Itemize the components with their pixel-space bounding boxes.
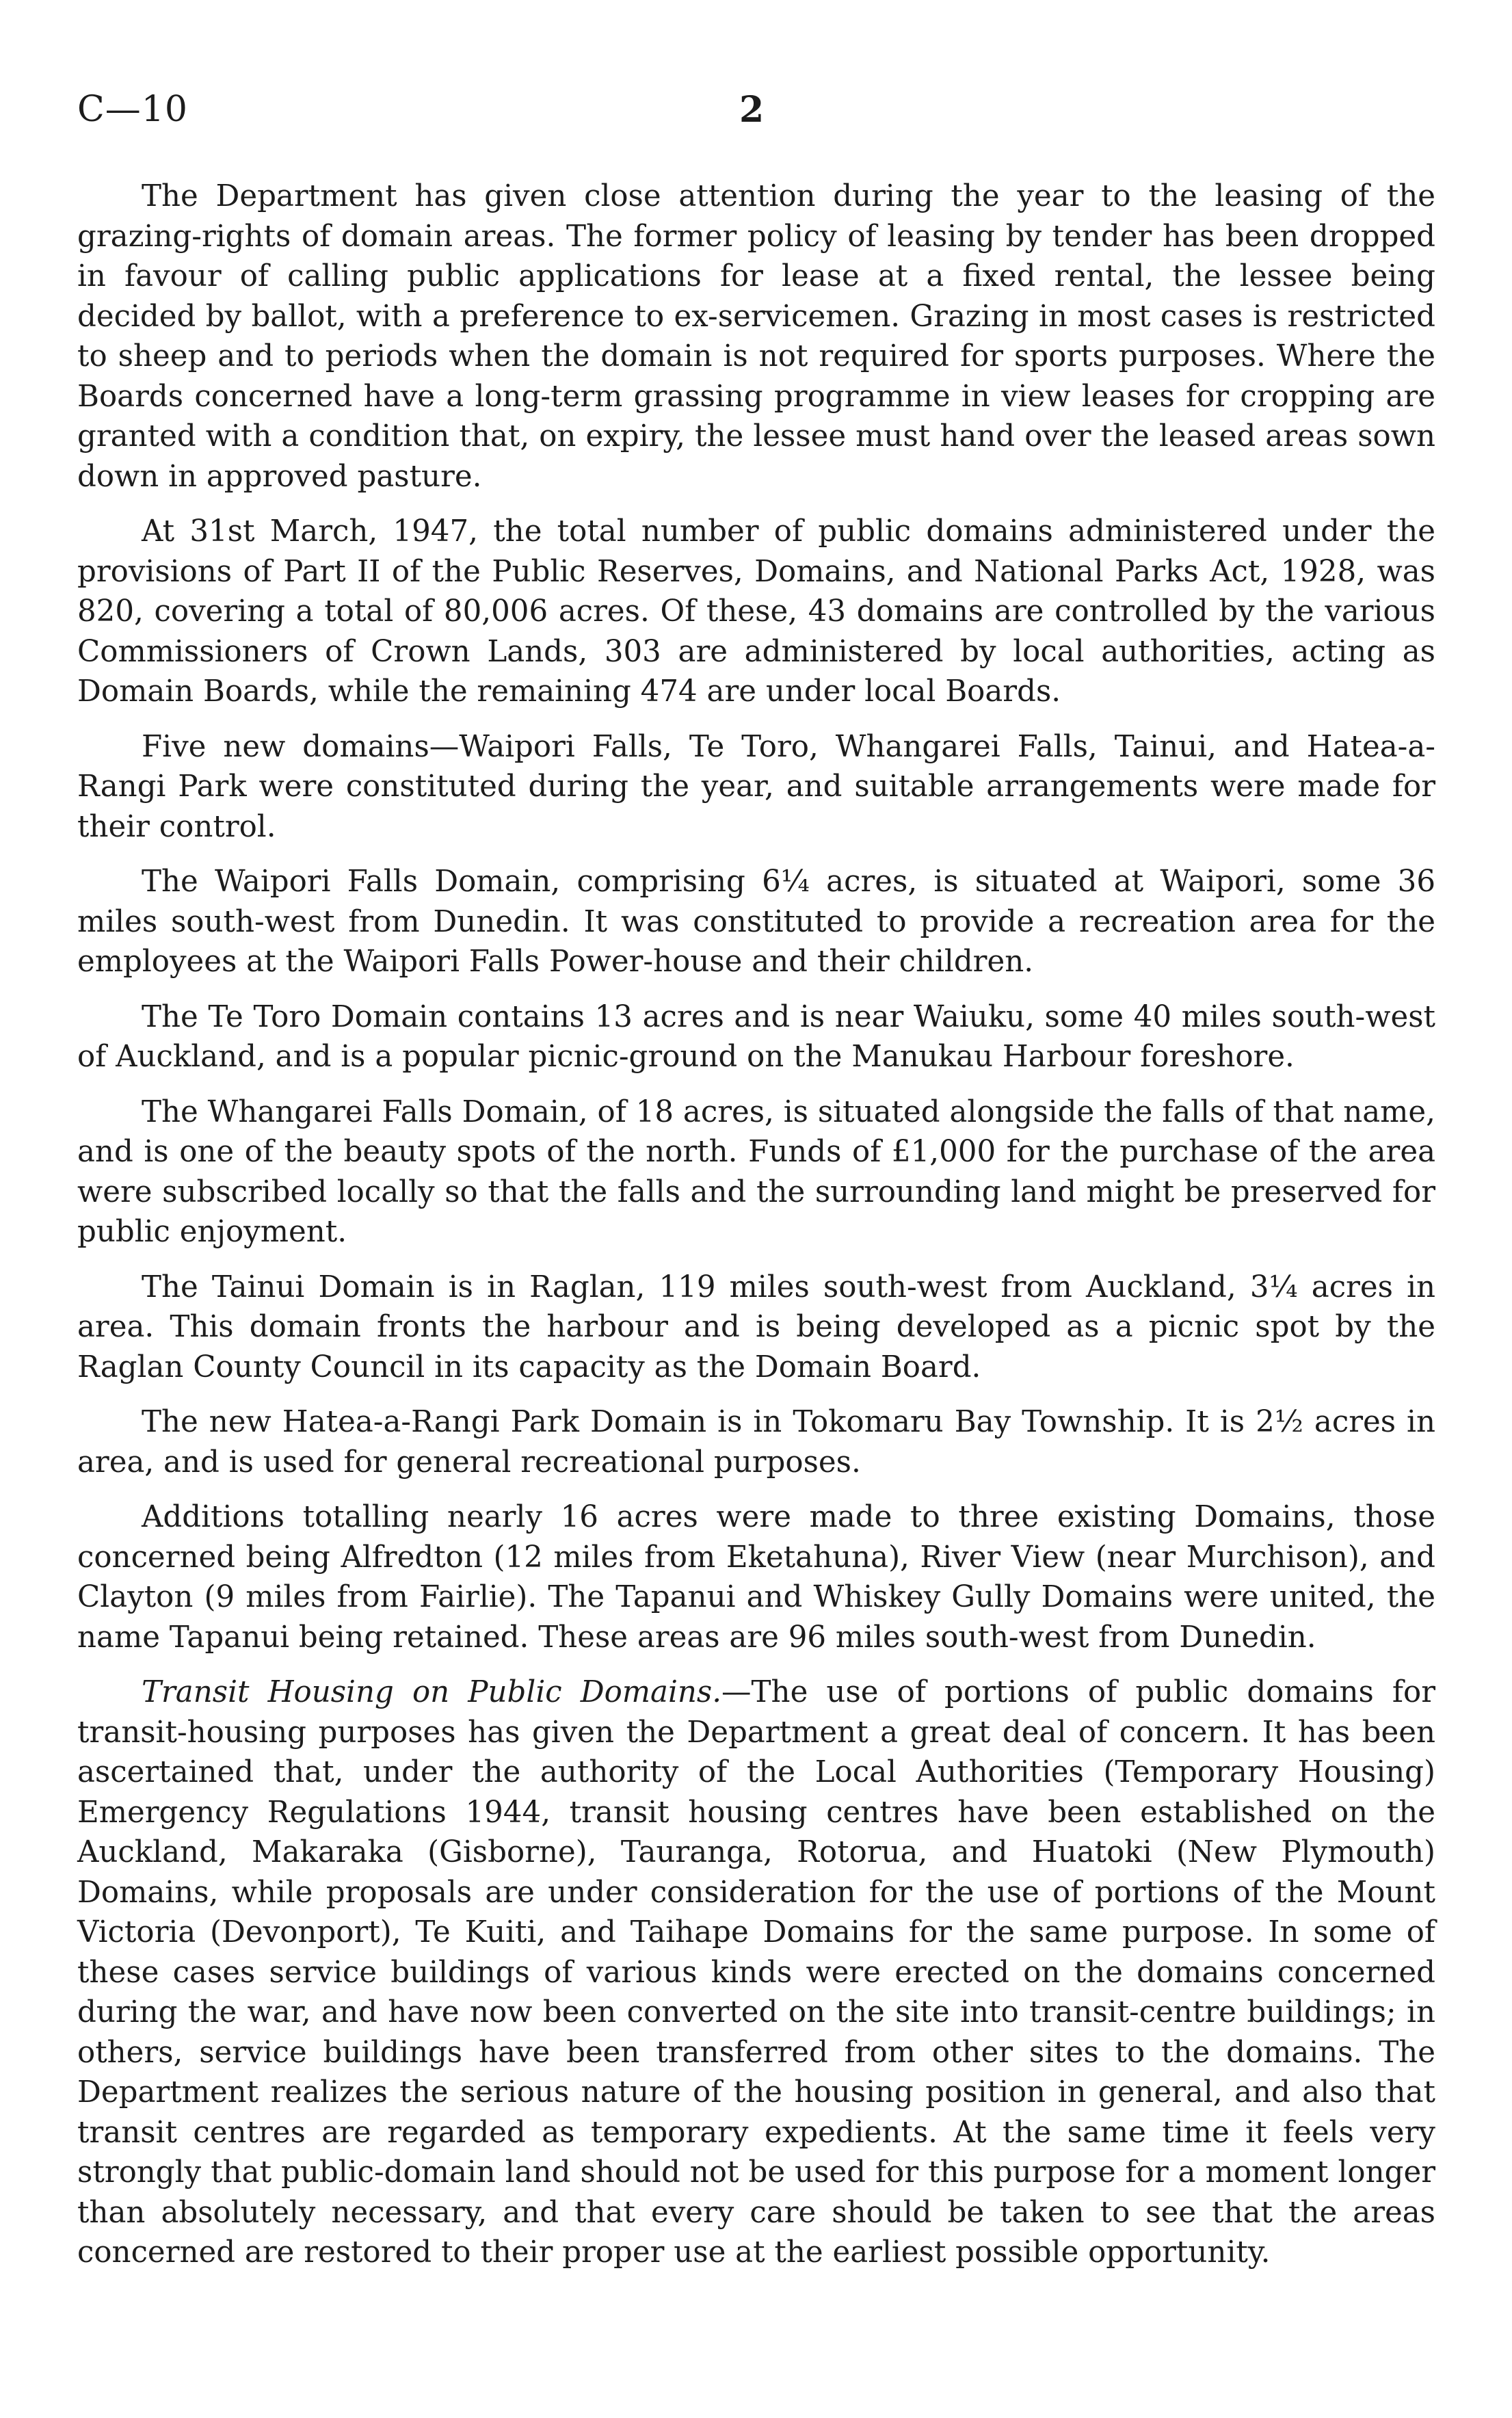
paragraph-additions: Additions totalling nearly 16 acres were made to three existing Domains, those concerned being Alfredton (12 miles from Eketahuna), River View (near Murchison), and Clayton (9 miles from Fairlie). The Tapanui and Whiskey Gully Domains were united, the name Tapanui being retained. These areas are 96 miles south-west from Dunedin. [77,1500,1435,1655]
paragraph-transit-housing [77,1672,1435,2273]
section-heading-transit-housing: Transit Housing on Public Domains. [142,1675,722,1709]
paragraph-te-toro: The Te Toro Domain contains 13 acres and is near Waiuku, some 40 miles south-west of Auckland, and is a popular picnic-ground on the Manukau Harbour foreshore. [77,999,1435,1074]
paragraph-new-domains: Five new domains—Waipori Falls, Te Toro, Whangarei Falls, Tainui, and Hatea-a-Rangi Park were constituted during the year, and suitable arrangements were made for their control. [77,729,1435,844]
paragraph-tainui: The Tainui Domain is in Raglan, 119 miles south-west from Auckland, 3¼ acres in area. This domain fronts the harbour and is being developed as a picnic spot by the Raglan County Council in its capacity as the Domain Board. [77,1270,1435,1384]
page-number: 2 [739,89,765,131]
document-reference: C—10 [77,89,188,130]
body-text [77,176,1435,2288]
page-header [77,89,1435,144]
paragraph-whangarei-falls: The Whangarei Falls Domain, of 18 acres, is situated alongside the falls of that name, and is one of the beauty spots of the north. Funds of £1,000 for the purchase of the area were subscribed locally so that the falls and the surrounding land might be preserved for public enjoyment. [77,1094,1435,1249]
paragraph-waipori-falls: The Waipori Falls Domain, comprising 6¼ acres, is situated at Waipori, some 36 miles south-west from Dunedin. It was constituted to provide a recreation area for the employees at the Waipori Falls Power-house and their children. [77,865,1435,979]
paragraph-domain-totals: At 31st March, 1947, the total number of public domains administered under the provisions of Part II of the Public Reserves, Domains, and National Parks Act, 1928, was 820, covering a total of 80,006 acres. Of these, 43 domains are controlled by the various Commissioners of Crown Lands, 303 are administered by local authorities, acting as Domain Boards, while the remaining 474 are under local Boards. [77,514,1435,709]
paragraph-grazing-rights: The Department has given close attention during the year to the leasing of the grazing-rights of domain areas. The former policy of leasing by tender has been dropped in favour of calling public applications for lease at a fixed rental, the lessee being decided by ballot, with a preference to ex-servicemen. Grazing in most cases is restricted to sheep and to periods when the domain is not required for sports purposes. Where the Boards concerned have a long-term grassing programme in view leases for cropping are granted with a condition that, on expiry, the lessee must hand over the leased areas sown down in approved pasture. [77,179,1435,494]
transit-housing-text: —The use of portions of public domains for transit-housing purposes has given the Department a great deal of concern. It has been ascertained that, under the authority of the Local Authorities (Temporary Housing) Emergency Regulations 1944, transit housing centres have been established on the Auckland, Makaraka (Gisborne), Tauranga, Rotorua, and Huatoki (New Plymouth) Domains, while proposals are under consideration for the use of portions of the Mount Victoria (Devonport), Te Kuiti, and Taihape Domains for the same purpose. In some of these cases service buildings of various kinds were erected on the domains concerned during the war, and have now been converted on the site into transit-centre buildings; in others, service buildings have been transferred from other sites to the domains. The Department realizes the serious nature of the housing position in general, and also that transit centres are regarded as temporary expedients. At the same time it feels very strongly that public-domain land should not be used for this purpose for a moment longer than absolutely necessary, and that every care should be taken to see that the areas concerned are restored to their proper use at the earliest possible opportunity. [77,1675,1436,2270]
paragraph-hatea-a-rangi: The new Hatea-a-Rangi Park Domain is in Tokomaru Bay Township. It is 2½ acres in area, and is used for general recreational purposes. [77,1405,1435,1480]
